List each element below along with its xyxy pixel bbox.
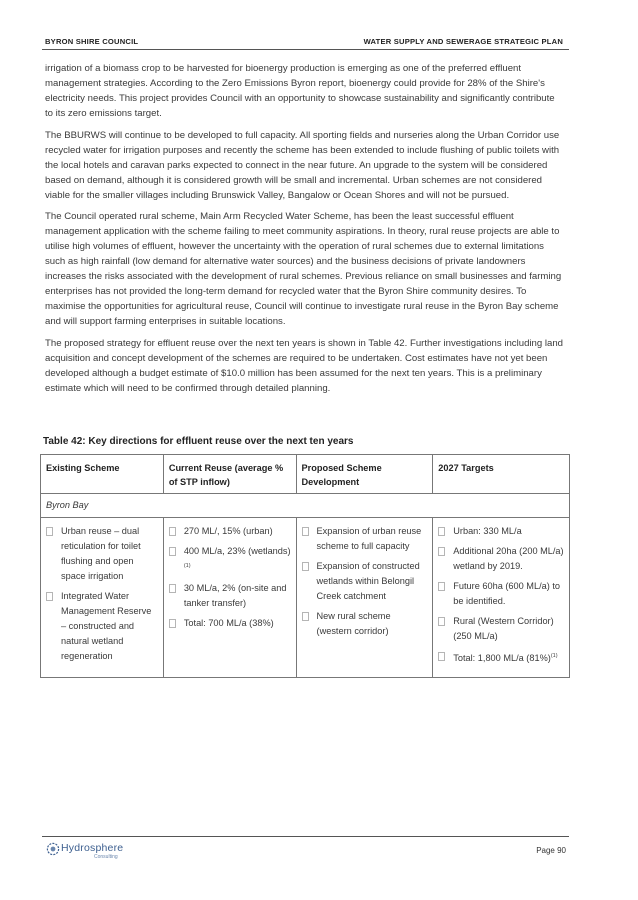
bullet-icon xyxy=(438,652,445,661)
table-group-row xyxy=(41,494,570,518)
footnote-ref: (1) xyxy=(550,653,558,659)
list-item: Total: 1,800 ML/a $(81\%)^{(1)}$ xyxy=(437,649,565,666)
bullet-icon xyxy=(169,527,176,536)
list-item: New rural scheme (western corridor) xyxy=(301,609,429,639)
header-document-title: WATER SUPPLY AND SEWERAGE STRATEGIC PLAN xyxy=(363,37,563,46)
table-row xyxy=(41,518,570,678)
cell-proposed-development xyxy=(296,518,433,678)
header-current-reuse: Current Reuse (average % of STP inflow) xyxy=(163,455,296,494)
header-existing-scheme: Existing Scheme xyxy=(41,455,164,494)
bullet-icon xyxy=(438,582,445,591)
bullet-icon xyxy=(438,527,445,536)
bullet-icon xyxy=(169,584,176,593)
bullet-icon xyxy=(302,612,309,621)
list-item: Urban reuse – dual reticulation for toilet flushing and open space irrigation xyxy=(45,524,159,584)
paragraph-rural-scheme: The Council operated rural scheme, Main Arm Recycled Water Scheme, has been the least successful effluent management application with the scheme failing to meet community aspirations. In theory, rural reuse projects are able to utilise high volumes of effluent, however the uncertainty with the operation of rural schemes due to external limitations such as high rainfall (low demand for alternative water sources) and the business decisions of private landowners increases the risks associated with the development of rural schemes. Previous reliance on small businesses and farming enterprises has not provided the long-term demand for recycled water that the Byron Shire community desires. To maximise the opportunities for agricultural reuse, Council will continue to investigate rural reuse in the Byron Bay scheme and will support farming enterprises in suitable locations. xyxy=(45,211,562,327)
bullet-icon xyxy=(438,617,445,626)
list-item: Additional 20ha (200 ML/a) wetland by 2019. xyxy=(437,544,565,574)
effluent-reuse-table xyxy=(40,454,570,678)
list-item: 400 ML/a, 23% (wetlands) $^{(1)}$ xyxy=(168,544,292,576)
cell-existing-scheme xyxy=(41,518,164,678)
list-item: 30 ML/a, 2% (on-site and tanker transfer) xyxy=(168,581,292,611)
cell-current-reuse xyxy=(163,518,296,678)
header-2027-targets: 2027 Targets xyxy=(433,455,570,494)
page-number: Page 90 xyxy=(536,846,566,855)
bullet-icon xyxy=(169,619,176,628)
table-title: Table 42: Key directions for effluent reuse over the next ten years xyxy=(43,436,354,447)
bullet-icon xyxy=(302,562,309,571)
paragraph-bburws: The BBURWS will continue to be developed to full capacity. All sporting fields and nurseries along the Urban Corridor use recycled water for irrigation purposes and recently the scheme has been extended to include flushing of public toilets with the local hotels and caravan parks expected to connect in the near future. An upgrade to the system will be considered based on demand, although it is considered growth will be small and incremental. Urban schemes are not considered viable for the smaller villages including Brunswick Valley, Bangalow or Ocean Shores and will not be pursued. xyxy=(45,129,560,201)
bullet-icon xyxy=(46,527,53,536)
header-council-name: BYRON SHIRE COUNCIL xyxy=(45,37,139,46)
list-item: Expansion of urban reuse scheme to full capacity xyxy=(301,524,429,554)
bullet-icon xyxy=(46,592,53,601)
bullet-icon xyxy=(438,547,445,556)
bullet-icon xyxy=(169,547,176,556)
hydrosphere-logo xyxy=(46,842,126,862)
list-item: Integrated Water Management Reserve – constructed and natural wetland regeneration xyxy=(45,589,159,664)
list-item: Expansion of constructed wetlands within Belongil Creek catchment xyxy=(301,559,429,604)
header-proposed-development: Proposed Scheme Development xyxy=(296,455,433,494)
list-item: Urban: 330 ML/a xyxy=(437,524,565,539)
header-rule xyxy=(42,49,569,50)
paragraph-proposed-strategy: The proposed strategy for effluent reuse over the next ten years is shown in Table 42. Further investigations including land acquisition and concept development of the schemes are required to be undertaken. Cost estimates have not yet been developed although a budget estimate of $10.0 million has been assumed for the next ten years. This is a preliminary estimate which will need to be confirmed through detailed planning. xyxy=(45,337,564,394)
list-item: 270 ML/, 15% (urban) xyxy=(168,524,292,539)
footnote-ref: (1) xyxy=(183,563,191,569)
logo-subtitle: Consulting xyxy=(94,854,118,860)
footer-rule xyxy=(42,836,569,837)
group-byron-bay: Byron Bay xyxy=(41,494,570,518)
page-header xyxy=(42,35,569,49)
list-item: Future 60ha (600 ML/a) to be identified. xyxy=(437,579,565,609)
hydrosphere-logo-icon xyxy=(46,842,60,856)
paragraph-bioenergy: irrigation of a biomass crop to be harvested for bioenergy production is emerging as one of the preferred effluent management strategies. According to the Zero Emissions Byron report, bioenergy could provide for 28% of the Shire's electricity needs. This project provides Council with an opportunity to showcase sustainability and significantly contribute to its zero emissions target. xyxy=(45,63,555,119)
logo-name: Hydrosphere xyxy=(61,842,124,854)
bullet-icon xyxy=(302,527,309,536)
list-item: Rural (Western Corridor) (250 ML/a) xyxy=(437,614,565,644)
body-text xyxy=(45,61,565,402)
cell-2027-targets xyxy=(433,518,570,678)
list-item: Total: 700 ML/a (38%) xyxy=(168,616,292,631)
table-header-row xyxy=(41,455,570,494)
